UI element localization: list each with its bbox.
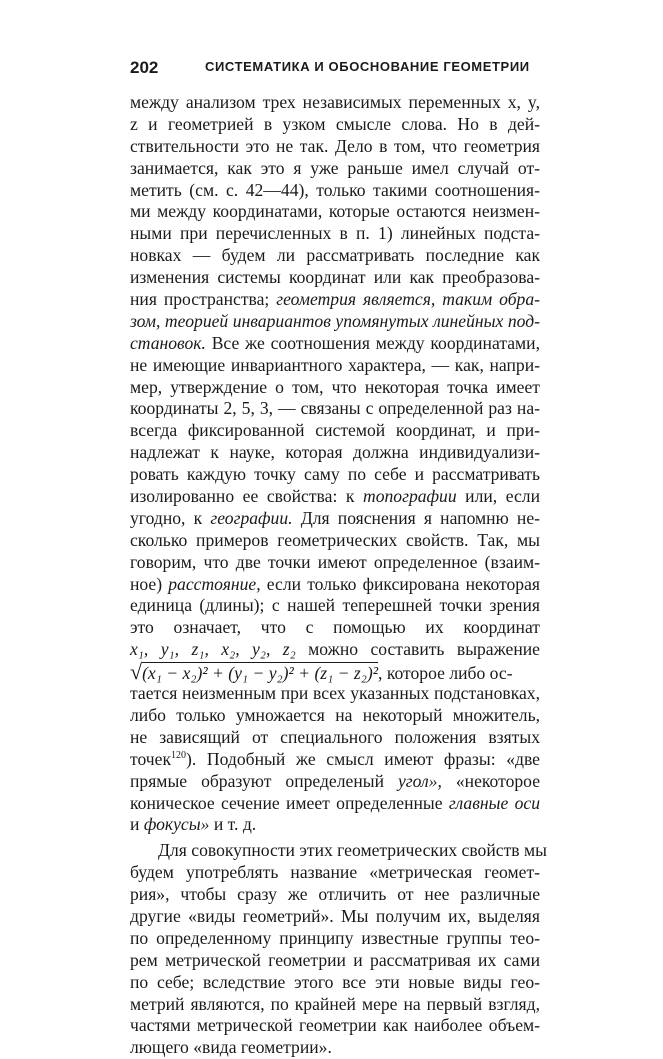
italic-run: фокусы» <box>143 814 210 835</box>
italic-run: становок. <box>130 332 206 353</box>
body-text <box>130 92 547 1059</box>
distance-formula: (x₁ − x₂)² + (y₁ − y₂)² + (z₁ − z₂)² <box>142 663 379 684</box>
text-line: единица (длины); с нашей теперешней точки зрения <box>130 595 540 616</box>
text-line <box>130 639 540 661</box>
text-line: изменения системы координат или как преобразова- <box>130 267 540 288</box>
text-line: тается неизменным при всех указанных подстановках, <box>130 683 540 704</box>
italic-run: географии. <box>210 507 293 528</box>
text-line: всегда фиксированной системой координат, и при- <box>130 420 540 441</box>
text-line <box>130 311 540 333</box>
text-line: Для совокупности этих геометрических свойств мы <box>158 840 547 861</box>
text-line: координаты 2, 5, 3, — связаны с определенной раз на- <box>130 398 540 419</box>
text-line: частями метрической геометрии как наиболее объем- <box>130 1015 540 1036</box>
page-number: 202 <box>130 58 159 77</box>
formula-variables: x₁, y₁, z₁, x₂, y₂, z₂ <box>130 639 296 660</box>
text-line <box>130 814 540 836</box>
text-run: и <box>130 814 144 835</box>
text-line <box>130 661 540 683</box>
italic-run: геометрия является, таким обра- <box>276 289 541 310</box>
text-line: лющего «вида геометрии». <box>130 1037 332 1058</box>
text-line <box>130 333 540 355</box>
square-root-icon: √ <box>130 659 143 685</box>
text-run: Все же соотношения между координатами, <box>205 332 540 353</box>
text-run: «некоторое <box>441 770 540 791</box>
text-run: изолированно ее свойства: к <box>130 486 363 507</box>
footnote-ref[interactable]: 120 <box>171 749 187 761</box>
text-line: либо только умножается на некоторый множитель, <box>130 704 540 725</box>
text-line <box>130 749 540 771</box>
text-line: сколько примеров геометрических свойств. Так, мы <box>130 529 540 550</box>
text-run: ). Подобный же смысл имеют фразы: «две <box>186 748 540 769</box>
text-run: , которое либо ос- <box>378 663 513 684</box>
running-title: СИСТЕМАТИКА И ОБОСНОВАНИЕ ГЕОМЕТРИИ <box>205 59 530 74</box>
text-line: метрий являются, по крайней мере на первый взгляд, <box>130 993 540 1014</box>
text-line: говорим, что две точки имеют определенное (взаим- <box>130 551 540 572</box>
text-line <box>130 289 540 311</box>
text-line: ствительности это не так. Дело в том, что геометрия <box>130 135 540 156</box>
italic-run: топографии <box>362 486 457 507</box>
paragraph-2 <box>130 840 547 1059</box>
italic-run: главные оси <box>448 792 540 813</box>
text-run: ния пространства; <box>130 289 277 310</box>
text-run: ное) <box>130 573 169 594</box>
text-line <box>130 771 540 793</box>
text-line: занимается, как это я уже раньше имел случай от- <box>130 157 540 178</box>
text-line: это означает, что с помощью их координат <box>130 617 540 638</box>
text-line: ровать каждую точку саму по себе и рассматривать <box>130 464 540 485</box>
text-line: z и геометрией в узком смысле слова. Но в дей- <box>130 113 540 134</box>
italic-run: зом, теорией инвариантов упомянутых линейных под- <box>130 310 540 331</box>
text-run: и т. д. <box>209 814 257 835</box>
text-line: рия», чтобы сразу же отличить от нее различные <box>130 884 540 905</box>
text-run: коническое сечение имеет определенные <box>130 792 449 813</box>
text-line: мер, утверждение о том, что некоторая точка имеет <box>130 376 540 397</box>
text-line: ными при перечисленных в п. 1) линейных подста- <box>130 223 540 244</box>
text-run: или, если <box>456 486 540 507</box>
text-run: прямые образуют определеный <box>130 770 398 791</box>
text-line: новках — будем ли рассматривать последние как <box>130 245 540 266</box>
text-line <box>130 793 540 815</box>
text-line <box>130 508 540 530</box>
text-line: ми между координатами, которые остаются неизмен- <box>130 201 540 222</box>
text-line: рем метрической геометрии и рассматривая их сами <box>130 949 540 970</box>
text-line: не зависящий от специального положения взятых <box>130 726 540 747</box>
text-run: Для пояснения я напомню не- <box>292 507 540 528</box>
text-line: будем употреблять название «метрическая геомет- <box>130 862 540 883</box>
text-line <box>130 574 540 596</box>
page-header <box>130 58 540 86</box>
text-run: угодно, к <box>130 507 211 528</box>
text-line: не имеющие инвариантного характера, — как, напри- <box>130 354 540 375</box>
text-line: надлежат к науке, которая должна индивидуализи- <box>130 442 540 463</box>
text-run: можно составить выражение <box>295 639 540 660</box>
text-line: между анализом трех независимых переменных x, y, <box>130 92 540 112</box>
italic-run: расстояние, <box>168 573 261 594</box>
paragraph-1 <box>130 92 540 836</box>
text-line: метить (см. с. 42—44), только такими соотношения- <box>130 179 540 200</box>
text-line: по определенному принципу известные группы тео- <box>130 927 540 948</box>
text-run: если только фиксирована некоторая <box>260 573 540 594</box>
text-line: по себе; вследствие этого все эти новые виды гео- <box>130 971 540 992</box>
italic-run: угол», <box>397 770 442 791</box>
text-line <box>130 486 540 508</box>
text-run: точек <box>130 748 172 769</box>
text-line: другие «виды геометрий». Мы получим их, выделяя <box>130 905 540 926</box>
